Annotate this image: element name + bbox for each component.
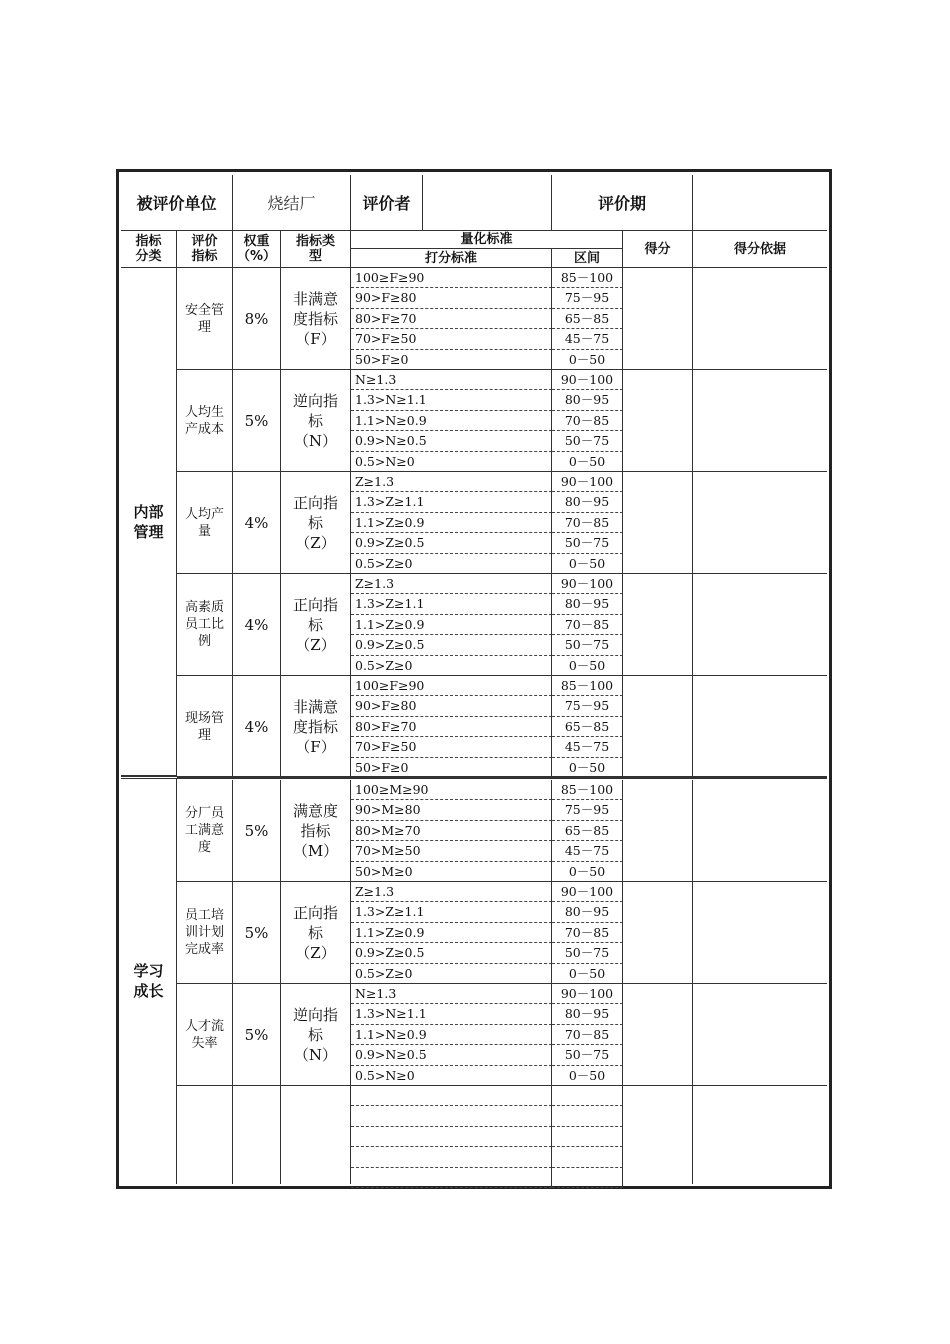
cell-line: （Z）: [295, 943, 336, 962]
blank-score-cell[interactable]: [623, 1086, 693, 1184]
indicator-type: [281, 472, 351, 574]
scoring-criterion: 100≥F≥90: [351, 676, 552, 696]
scoring-criterion: 1.3>Z≥1.1: [351, 902, 552, 922]
blank-criterion[interactable]: [351, 1086, 552, 1106]
cell-line: 度指标: [292, 309, 338, 328]
score-range: 0－50: [552, 1066, 623, 1086]
scoring-criterion: 1.1>Z≥0.9: [351, 923, 552, 943]
category-internal-management: [121, 268, 177, 776]
score-range: 90－100: [552, 370, 623, 390]
score-range: 0－50: [552, 350, 623, 370]
cell-line: 逆向指: [292, 391, 338, 410]
indicator-weight: [233, 574, 281, 676]
cell-line: 逆向指: [292, 1005, 338, 1024]
cell-line: （Z）: [295, 533, 336, 552]
cell-line: 员工比: [184, 617, 224, 632]
scoring-criterion: 80>F≥70: [351, 717, 552, 737]
scoring-criterion: 1.1>Z≥0.9: [351, 615, 552, 635]
cell-line: （F）: [295, 737, 336, 756]
cell-line: 分厂员: [184, 806, 224, 821]
indicator-weight: [233, 984, 281, 1086]
blank-criterion[interactable]: [351, 1127, 552, 1147]
col-quant-text: 量化标准: [460, 232, 513, 247]
col-basis: [693, 231, 827, 268]
cell-line: 满意度: [292, 801, 338, 820]
score-range: 70－85: [552, 513, 623, 533]
score-range: 0－50: [552, 862, 623, 882]
category-line: 成长: [133, 982, 164, 1000]
scoring-criterion: 80>F≥70: [351, 309, 552, 329]
indicator-name: [177, 676, 233, 778]
unit-label: [121, 175, 233, 231]
scoring-criterion: 0.9>N≥0.5: [351, 431, 552, 451]
scoring-criterion: 1.3>Z≥1.1: [351, 594, 552, 614]
score-basis-cell[interactable]: [693, 676, 827, 778]
cell-line: 高素质: [184, 600, 224, 615]
weight-text: 5%: [244, 411, 269, 430]
cell-line: 人才流: [184, 1018, 224, 1034]
scoring-criterion: 70>F≥50: [351, 329, 552, 349]
score-range: 0－50: [552, 452, 623, 472]
scoring-criterion: 0.5>Z≥0: [351, 656, 552, 676]
cell-line: 正向指: [292, 595, 338, 614]
cell-line: （N）: [293, 1045, 338, 1064]
score-range: 75－95: [552, 288, 623, 308]
indicator-name: [177, 472, 233, 574]
blank-range[interactable]: [552, 1168, 623, 1188]
unit-value-text: 烧结厂: [267, 194, 316, 213]
score-basis-cell[interactable]: [693, 370, 827, 472]
scoring-criterion: 50>F≥0: [351, 758, 552, 778]
scoring-criterion: 0.9>Z≥0.5: [351, 533, 552, 553]
evaluator-value[interactable]: [423, 175, 552, 231]
scoring-criterion: 0.5>N≥0: [351, 452, 552, 472]
indicator-weight: [233, 676, 281, 778]
cell-line: 非满意: [292, 289, 338, 308]
scoring-criterion: 0.9>N≥0.5: [351, 1045, 552, 1065]
score-cell[interactable]: [623, 882, 693, 984]
unit-label-text: 被评价单位: [136, 194, 217, 213]
scoring-criterion: 0.5>N≥0: [351, 1066, 552, 1086]
score-range: 80－95: [552, 1004, 623, 1024]
score-range: 90－100: [552, 574, 623, 594]
indicator-type: [281, 268, 351, 370]
scoring-criterion: 1.1>Z≥0.9: [351, 513, 552, 533]
score-basis-cell[interactable]: [693, 268, 827, 370]
col-category-l2: 分类: [135, 249, 162, 264]
scoring-criterion: 70>M≥50: [351, 841, 552, 861]
score-basis-cell[interactable]: [693, 882, 827, 984]
score-range: 50－75: [552, 431, 623, 451]
score-range: 45－75: [552, 841, 623, 861]
indicator-name: [177, 780, 233, 882]
score-cell[interactable]: [623, 472, 693, 574]
weight-text: 4%: [244, 615, 269, 634]
col-range: [552, 249, 623, 268]
col-criteria: [351, 249, 552, 268]
col-type: [281, 231, 351, 268]
evaluator-label: [351, 175, 423, 231]
score-range: 0－50: [552, 964, 623, 984]
period-label-text: 评价期: [597, 194, 646, 213]
weight-text: 8%: [244, 309, 269, 328]
scoring-criterion: 90>F≥80: [351, 288, 552, 308]
indicator-type: [281, 984, 351, 1086]
blank-range[interactable]: [552, 1147, 623, 1167]
score-range: 70－85: [552, 411, 623, 431]
cell-line: 员工培: [184, 908, 224, 923]
score-range: 90－100: [552, 472, 623, 492]
score-cell[interactable]: [623, 268, 693, 370]
scoring-criterion: Z≥1.3: [351, 574, 552, 594]
col-indicator-l1: 评价: [191, 234, 218, 249]
scoring-criterion: Z≥1.3: [351, 472, 552, 492]
blank-cell[interactable]: [233, 1086, 281, 1184]
scoring-criterion: 0.9>Z≥0.5: [351, 635, 552, 655]
indicator-type: [281, 676, 351, 778]
scoring-criterion: 100≥F≥90: [351, 268, 552, 288]
cell-line: 标: [307, 615, 323, 634]
cell-line: 标: [307, 923, 323, 942]
col-score-text: 得分: [644, 241, 671, 257]
cell-line: 量: [197, 523, 211, 539]
score-basis-cell[interactable]: [693, 984, 827, 1086]
col-score: [623, 231, 693, 268]
weight-text: 4%: [244, 513, 269, 532]
scoring-criterion: 1.3>N≥1.1: [351, 1004, 552, 1024]
period-value[interactable]: [693, 175, 827, 231]
scoring-criterion: 0.9>Z≥0.5: [351, 943, 552, 963]
indicator-name: [177, 574, 233, 676]
scoring-criterion: 90>M≥80: [351, 800, 552, 820]
score-basis-cell[interactable]: [693, 472, 827, 574]
cell-line: 理: [197, 319, 211, 335]
cell-line: 失率: [191, 1035, 218, 1051]
score-range: 70－85: [552, 923, 623, 943]
score-cell[interactable]: [623, 574, 693, 676]
score-range: 70－85: [552, 615, 623, 635]
score-cell[interactable]: [623, 370, 693, 472]
category-separator: [121, 776, 827, 777]
score-range: 85－100: [552, 268, 623, 288]
cell-line: 工满意: [184, 823, 224, 838]
cell-line: 标: [307, 1025, 323, 1044]
blank-cell[interactable]: [281, 1086, 351, 1184]
blank-range[interactable]: [552, 1106, 623, 1126]
score-cell[interactable]: [623, 676, 693, 778]
indicator-weight: [233, 882, 281, 984]
cell-line: 人均产: [184, 506, 224, 522]
score-range: 0－50: [552, 758, 623, 778]
score-range: 50－75: [552, 635, 623, 655]
indicator-weight: [233, 780, 281, 882]
score-range: 65－85: [552, 821, 623, 841]
cell-line: 非满意: [292, 697, 338, 716]
score-range: 50－75: [552, 943, 623, 963]
scoring-criterion: 90>F≥80: [351, 696, 552, 716]
cell-line: 训计划: [184, 925, 224, 940]
cell-line: 度: [197, 840, 211, 855]
scoring-criterion: 0.5>Z≥0: [351, 554, 552, 574]
category-line: 内部: [133, 502, 164, 521]
scoring-criterion: 80>M≥70: [351, 821, 552, 841]
category-line: 管理: [133, 522, 164, 541]
blank-range[interactable]: [552, 1086, 623, 1106]
col-quant: [351, 231, 623, 249]
score-range: 80－95: [552, 594, 623, 614]
cell-line: 理: [197, 727, 211, 743]
col-weight-l2: （%）: [236, 249, 277, 264]
score-range: 45－75: [552, 329, 623, 349]
indicator-weight: [233, 370, 281, 472]
indicator-name: [177, 882, 233, 984]
cell-line: 例: [197, 634, 211, 649]
col-indicator: [177, 231, 233, 268]
cell-line: 完成率: [184, 942, 224, 957]
cell-line: （M）: [292, 841, 339, 860]
scoring-criterion: Z≥1.3: [351, 882, 552, 902]
cell-line: 标: [307, 411, 323, 430]
scoring-criterion: 0.5>Z≥0: [351, 964, 552, 984]
cell-line: 安全管: [184, 302, 224, 318]
score-range: 50－75: [552, 1045, 623, 1065]
col-basis-text: 得分依据: [733, 241, 786, 257]
cell-line: 度指标: [292, 717, 338, 736]
cell-line: 正向指: [292, 493, 338, 512]
scoring-criterion: 50>M≥0: [351, 862, 552, 882]
indicator-type: [281, 780, 351, 882]
weight-text: 5%: [244, 821, 269, 840]
cell-line: （N）: [293, 431, 338, 450]
weight-text: 5%: [244, 1025, 269, 1044]
score-range: 65－85: [552, 309, 623, 329]
cell-line: （Z）: [295, 635, 336, 654]
scoring-criterion: 1.3>N≥1.1: [351, 390, 552, 410]
cell-line: 现场管: [184, 710, 224, 726]
score-range: 45－75: [552, 737, 623, 757]
score-range: 75－95: [552, 800, 623, 820]
col-category-l1: 指标: [135, 234, 162, 249]
indicator-type: [281, 574, 351, 676]
indicator-name: [177, 268, 233, 370]
score-range: 85－100: [552, 676, 623, 696]
cell-line: （F）: [295, 329, 336, 348]
score-range: 80－95: [552, 902, 623, 922]
score-range: 70－85: [552, 1025, 623, 1045]
evaluation-table: [121, 175, 827, 1184]
col-weight-l1: 权重: [243, 234, 270, 249]
indicator-name: [177, 984, 233, 1086]
cell-line: 人均生: [184, 404, 224, 420]
evaluator-label-text: 评价者: [362, 194, 411, 213]
blank-criterion[interactable]: [351, 1106, 552, 1126]
unit-value[interactable]: [233, 175, 351, 231]
scoring-criterion: 1.1>N≥0.9: [351, 411, 552, 431]
score-range: 0－50: [552, 656, 623, 676]
score-basis-cell[interactable]: [693, 780, 827, 882]
period-label: [552, 175, 693, 231]
indicator-type: [281, 882, 351, 984]
category-line: 学习: [133, 962, 164, 980]
scoring-criterion: 1.1>N≥0.9: [351, 1025, 552, 1045]
score-range: 80－95: [552, 390, 623, 410]
scoring-criterion: N≥1.3: [351, 370, 552, 390]
indicator-type: [281, 370, 351, 472]
indicator-weight: [233, 268, 281, 370]
score-range: 90－100: [552, 882, 623, 902]
col-type-l2: 型: [308, 249, 322, 264]
col-indicator-l2: 指标: [191, 249, 218, 264]
score-basis-cell[interactable]: [693, 574, 827, 676]
score-range: 50－75: [552, 533, 623, 553]
scoring-criterion: N≥1.3: [351, 984, 552, 1004]
cell-line: 标: [307, 513, 323, 532]
category-learning-growth: [121, 778, 177, 1184]
col-type-l1: 指标类: [295, 234, 335, 249]
col-criteria-text: 打分标准: [424, 250, 477, 266]
blank-criterion[interactable]: [351, 1147, 552, 1167]
col-category: [121, 231, 177, 268]
score-range: 90－100: [552, 984, 623, 1004]
score-range: 80－95: [552, 492, 623, 512]
blank-range[interactable]: [552, 1127, 623, 1147]
score-range: 85－100: [552, 780, 623, 800]
score-range: 0－50: [552, 554, 623, 574]
cell-line: 指标: [300, 821, 331, 840]
blank-criterion[interactable]: [351, 1168, 552, 1188]
category-separator: [121, 778, 827, 779]
scoring-criterion: 50>F≥0: [351, 350, 552, 370]
score-range: 65－85: [552, 717, 623, 737]
col-weight: [233, 231, 281, 268]
score-cell[interactable]: [623, 984, 693, 1086]
cell-line: 产成本: [184, 421, 224, 437]
indicator-weight: [233, 472, 281, 574]
score-cell[interactable]: [623, 780, 693, 882]
scoring-criterion: 70>F≥50: [351, 737, 552, 757]
weight-text: 5%: [244, 923, 269, 942]
scoring-criterion: 1.3>Z≥1.1: [351, 492, 552, 512]
cell-line: 正向指: [292, 903, 338, 922]
scoring-criterion: 100≥M≥90: [351, 780, 552, 800]
weight-text: 4%: [244, 717, 269, 736]
score-range: 75－95: [552, 696, 623, 716]
indicator-name: [177, 370, 233, 472]
col-range-text: 区间: [573, 250, 600, 266]
blank-cell[interactable]: [177, 1086, 233, 1184]
